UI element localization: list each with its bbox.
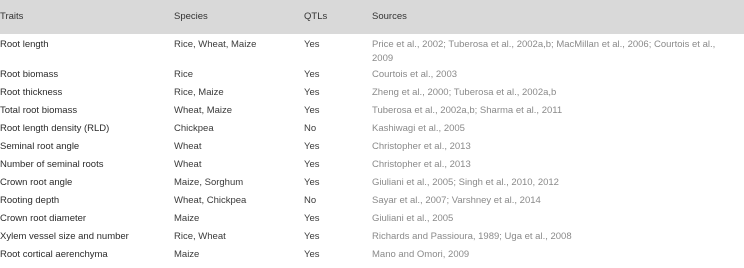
species-cell: Wheat <box>174 141 202 152</box>
qtl-cell: Yes <box>304 39 320 50</box>
species-cell: Rice, Maize <box>174 87 224 98</box>
header-species: Species <box>174 11 208 22</box>
header-sources: Sources <box>372 11 407 22</box>
trait-cell: Root thickness <box>0 87 63 98</box>
species-cell: Wheat <box>174 159 202 170</box>
species-cell: Maize, Sorghum <box>174 177 244 188</box>
trait-cell: Seminal root angle <box>0 141 80 152</box>
qtl-cell: Yes <box>304 249 320 260</box>
species-cell: Rice, Wheat <box>174 231 226 242</box>
species-cell: Rice, Wheat, Maize <box>174 39 257 50</box>
trait-cell: Root biomass <box>0 69 59 80</box>
trait-cell: Number of seminal roots <box>0 159 104 170</box>
trait-cell: Crown root diameter <box>0 213 87 224</box>
source-cell: Christopher et al., 2013 <box>372 141 471 152</box>
trait-cell: Xylem vessel size and number <box>0 231 129 242</box>
header-traits: Traits <box>0 11 24 22</box>
source-cell: Richards and Passioura, 1989; Uga et al., 2008 <box>372 231 572 242</box>
qtl-cell: No <box>304 123 317 134</box>
source-cell: Giuliani et al., 2005 <box>372 213 454 224</box>
source-cell: Zheng et al., 2000; Tuberosa et al., 2002a,b <box>372 87 557 98</box>
qtl-cell: Yes <box>304 231 320 242</box>
source-cell: Price et al., 2002; Tuberosa et al., 2002a,b; MacMillan et al., 2006; Courtois et al., <box>372 39 716 50</box>
table-header <box>0 0 744 34</box>
header-qtls: QTLs <box>304 11 328 22</box>
source-cell: Giuliani et al., 2005; Singh et al., 2010, 2012 <box>372 177 559 188</box>
trait-cell: Root cortical aerenchyma <box>0 249 108 260</box>
qtl-cell: Yes <box>304 87 320 98</box>
source-cell: Courtois et al., 2003 <box>372 69 458 80</box>
species-cell: Maize <box>174 213 200 224</box>
source-cell: Christopher et al., 2013 <box>372 159 471 170</box>
source-cell-continued: 2009 <box>372 53 394 64</box>
qtl-cell: Yes <box>304 213 320 224</box>
qtl-cell: No <box>304 195 317 206</box>
qtl-cell: Yes <box>304 69 320 80</box>
species-cell: Maize <box>174 249 200 260</box>
source-cell: Mano and Omori, 2009 <box>372 249 470 260</box>
trait-cell: Crown root angle <box>0 177 73 188</box>
trait-cell: Total root biomass <box>0 105 78 116</box>
species-cell: Rice <box>174 69 194 80</box>
species-cell: Wheat, Maize <box>174 105 233 116</box>
qtl-cell: Yes <box>304 141 320 152</box>
source-cell: Sayar et al., 2007; Varshney et al., 2014 <box>372 195 541 206</box>
qtl-cell: Yes <box>304 177 320 188</box>
trait-cell: Root length <box>0 39 49 50</box>
qtl-cell: Yes <box>304 105 320 116</box>
species-cell: Chickpea <box>174 123 214 134</box>
source-cell: Kashiwagi et al., 2005 <box>372 123 465 134</box>
trait-cell: Rooting depth <box>0 195 60 206</box>
species-cell: Wheat, Chickpea <box>174 195 247 206</box>
trait-cell: Root length density (RLD) <box>0 123 110 134</box>
source-cell: Tuberosa et al., 2002a,b; Sharma et al., 2011 <box>372 105 563 116</box>
qtl-cell: Yes <box>304 159 320 170</box>
